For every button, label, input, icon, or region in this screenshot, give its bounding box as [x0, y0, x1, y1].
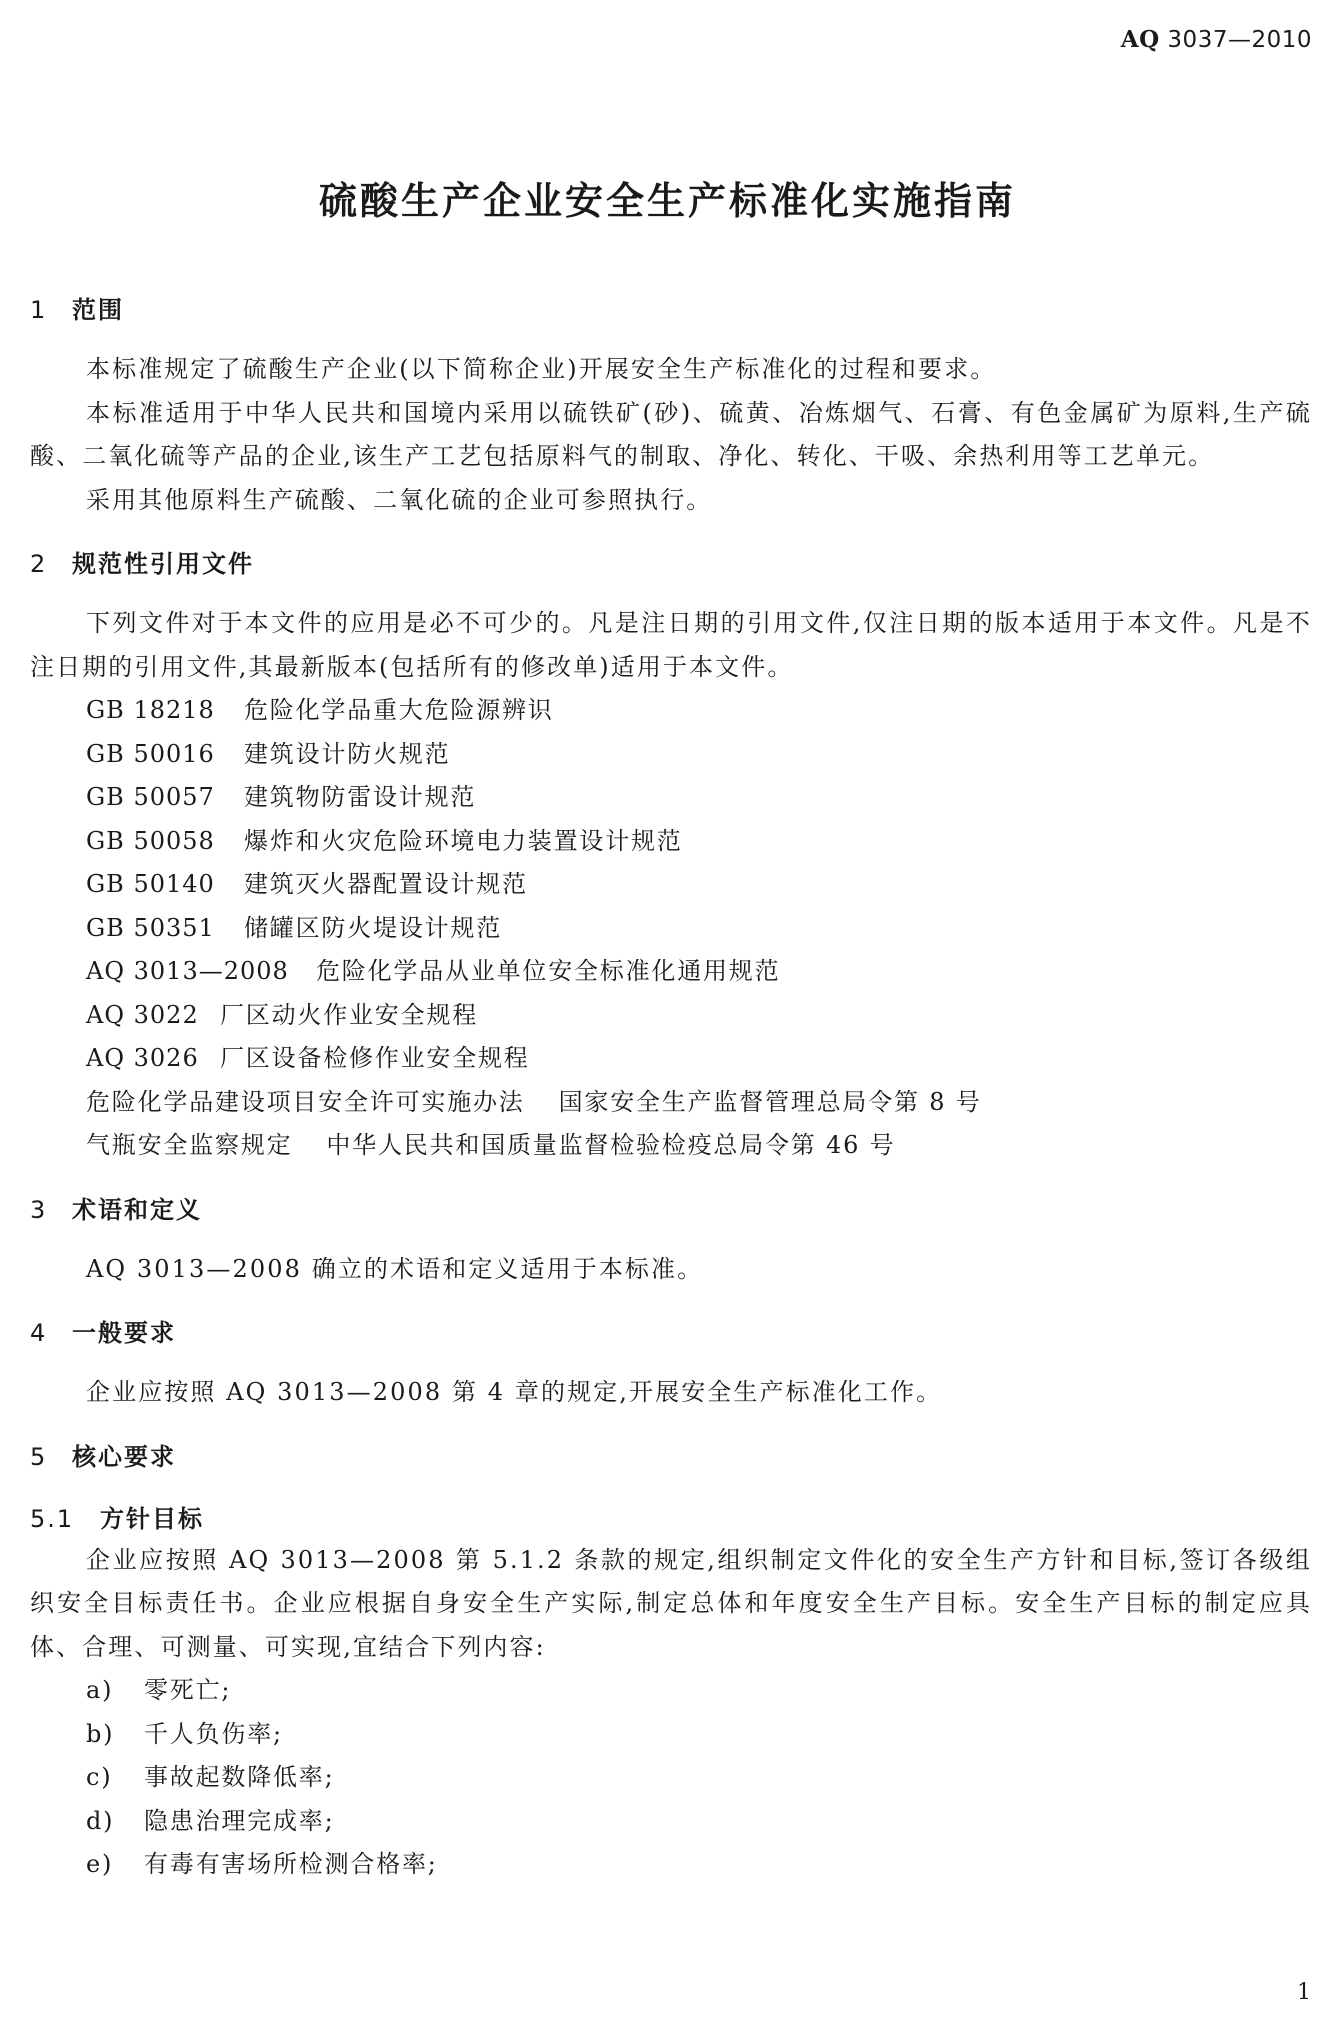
subsection-heading-5-1: [30, 1499, 1312, 1539]
reference-item: [30, 776, 1312, 820]
document-body: [30, 290, 1312, 1887]
section-title: 核心要求: [72, 1442, 176, 1471]
subsection-title: 方针目标: [100, 1504, 204, 1533]
list-item: [30, 1756, 1312, 1800]
reference-code: 危险化学品建设项目安全许可实施办法: [86, 1087, 525, 1116]
reference-code: GB 50057: [86, 783, 215, 811]
list-item: [30, 1713, 1312, 1757]
reference-title: 厂区动火作业安全规程: [220, 1000, 478, 1029]
list-marker: d): [86, 1806, 115, 1835]
reference-item: [30, 689, 1312, 733]
standard-code: [1121, 26, 1312, 53]
reference-title: 国家安全生产监督管理总局令第 8 号: [558, 1087, 982, 1116]
reference-title: 储罐区防火堤设计规范: [244, 913, 502, 942]
reference-title: 建筑灭火器配置设计规范: [244, 870, 528, 898]
reference-title: 爆炸和火灾危险环境电力装置设计规范: [244, 826, 683, 855]
paragraph: 下列文件对于本文件的应用是必不可少的。凡是注日期的引用文件,仅注日期的版本适用于本文件。凡是不注日期的引用文件,其最新版本(包括所有的修改单)适用于本文件。: [30, 609, 1312, 681]
list-marker: c): [86, 1763, 113, 1791]
reference-item: [30, 1124, 1312, 1168]
section-heading-4: [30, 1313, 1312, 1353]
section-number: 4: [30, 1319, 48, 1347]
reference-title: 中华人民共和国质量监督检验检疫总局令第 46 号: [326, 1131, 896, 1159]
reference-code: AQ 3013—2008: [86, 957, 289, 985]
list-text: 千人负伤率;: [144, 1719, 283, 1748]
section-heading-2: [30, 544, 1312, 584]
section-number: 3: [30, 1195, 48, 1224]
section-title: 规范性引用文件: [72, 550, 254, 578]
paragraph: 本标准适用于中华人民共和国境内采用以硫铁矿(砂)、硫黄、冶炼烟气、石膏、有色金属矿为原料,生产硫酸、二氧化硫等产品的企业,该生产工艺包括原料气的制取、净化、转化、干吸、余热利用等工艺单元。: [30, 398, 1312, 470]
reference-code: GB 50140: [86, 870, 215, 898]
subsection-number: 5.1: [30, 1504, 75, 1533]
section-heading-3: [30, 1190, 1312, 1230]
reference-code: GB 50016: [86, 739, 215, 768]
paragraph: 采用其他原料生产硫酸、二氧化硫的企业可参照执行。: [86, 485, 713, 514]
reference-code: AQ 3026: [86, 1044, 199, 1072]
reference-code: 气瓶安全监察规定: [86, 1131, 293, 1159]
paragraph: 本标准规定了硫酸生产企业(以下简称企业)开展安全生产标准化的过程和要求。: [86, 355, 997, 383]
list-text: 零死亡;: [144, 1676, 232, 1704]
paragraph: 企业应按照 AQ 3013—2008 第 5.1.2 条款的规定,组织制定文件化的安全生产方针和目标,签订各级组织安全目标责任书。企业应根据自身安全生产实际,制定总体和年度安全生产目标。安全生产目标的制定应具体、合理、可测量、可实现,宜结合下列内容:: [30, 1545, 1312, 1661]
document-title: 硫酸生产企业安全生产标准化实施指南: [318, 179, 1016, 223]
reference-item: [30, 994, 1312, 1038]
reference-code: GB 50058: [86, 826, 215, 855]
reference-code: GB 18218: [86, 696, 215, 724]
reference-item: [30, 733, 1312, 777]
list-marker: e): [86, 1850, 114, 1878]
section-title: 术语和定义: [72, 1195, 202, 1224]
list-item: [30, 1843, 1312, 1887]
section-title: 范围: [72, 296, 124, 324]
reference-title: 危险化学品重大危险源辨识: [244, 696, 554, 724]
standard-code-prefix: AQ: [1120, 26, 1160, 53]
section-number: 5: [30, 1442, 48, 1471]
list-item: [30, 1669, 1312, 1713]
reference-title: 厂区设备检修作业安全规程: [220, 1044, 530, 1072]
section-number: 1: [30, 296, 48, 324]
reference-item: [30, 907, 1312, 951]
reference-title: 建筑设计防火规范: [244, 739, 451, 768]
list-marker: a): [86, 1676, 114, 1704]
section-heading-5: [30, 1437, 1312, 1477]
reference-item: [30, 863, 1312, 907]
reference-code: GB 50351: [86, 913, 215, 942]
reference-code: AQ 3022: [86, 1000, 199, 1029]
reference-item: [30, 1081, 1312, 1125]
list-item: [30, 1800, 1312, 1844]
paragraph: 企业应按照 AQ 3013—2008 第 4 章的规定,开展安全生产标准化工作。: [86, 1378, 943, 1406]
list-marker: b): [86, 1719, 115, 1748]
section-title: 一般要求: [72, 1319, 176, 1347]
paragraph: AQ 3013—2008 确立的术语和定义适用于本标准。: [86, 1254, 704, 1283]
reference-title: 建筑物防雷设计规范: [244, 783, 477, 811]
reference-item: [30, 1037, 1312, 1081]
section-number: 2: [30, 550, 48, 578]
list-text: 有毒有害场所检测合格率;: [144, 1850, 438, 1878]
standard-code-number: 3037—2010: [1167, 27, 1312, 53]
reference-item: [30, 950, 1312, 994]
list-text: 隐患治理完成率;: [144, 1806, 335, 1835]
page-number: 1: [1297, 1980, 1311, 2005]
reference-title: 危险化学品从业单位安全标准化通用规范: [316, 957, 781, 985]
section-heading-1: [30, 290, 1312, 330]
reference-item: [30, 820, 1312, 864]
list-text: 事故起数降低率;: [144, 1763, 335, 1791]
